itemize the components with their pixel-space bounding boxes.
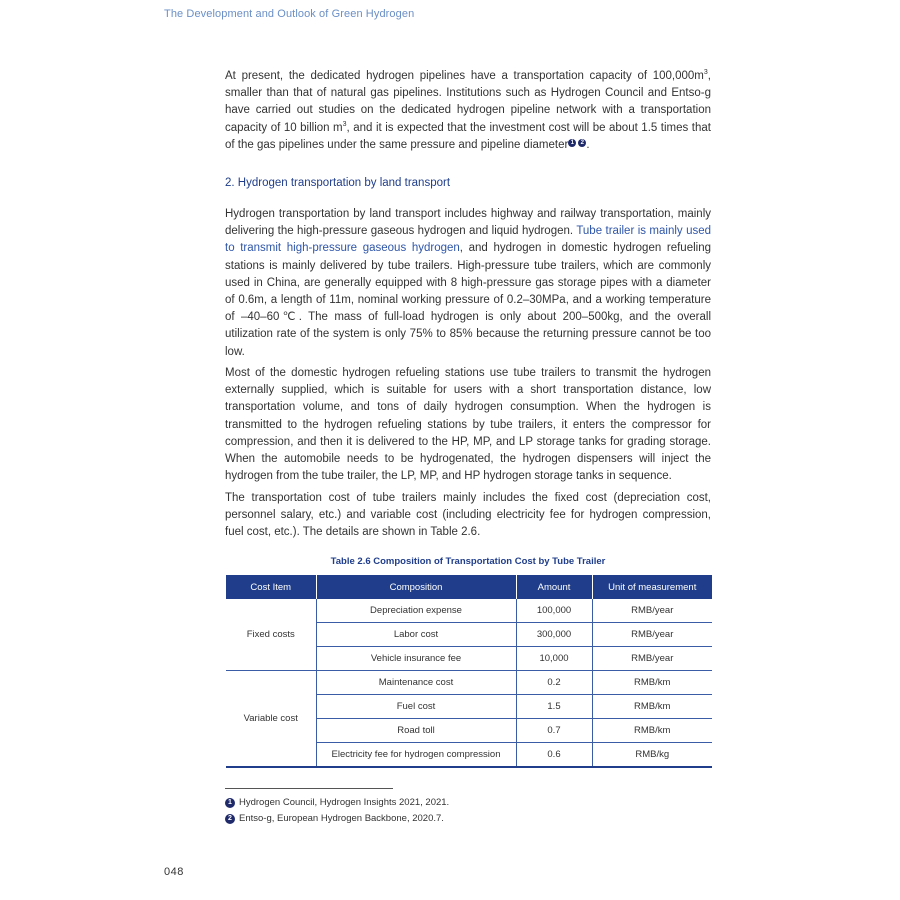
group-variable-cost: Variable cost — [226, 671, 316, 768]
cell-unit: RMB/year — [592, 599, 712, 623]
header-cost-item: Cost Item — [226, 575, 316, 599]
cell-composition: Road toll — [316, 719, 516, 743]
para1-part3: , and it is expected that the investment cost will be about 1.5 times that of the gas pipelines under the same pressure and pipeline diameter — [225, 121, 711, 151]
footnote-ref-1[interactable]: 1 — [568, 139, 576, 147]
footnote-text: Entso-g, European Hydrogen Backbone, 2020.7. — [239, 813, 444, 824]
cell-composition: Maintenance cost — [316, 671, 516, 695]
table-caption: Table 2.6 Composition of Transportation Cost by Tube Trailer — [330, 556, 606, 567]
cell-unit: RMB/km — [592, 695, 712, 719]
cell-amount: 100,000 — [516, 599, 592, 623]
cell-composition: Electricity fee for hydrogen compression — [316, 743, 516, 768]
para2-part2: , and hydrogen in domestic hydrogen refueling stations is mainly delivered by tube trailers. High-pressure tube trailers, which are commonly used in China, are generally equipped with 8 high-pressure gas storage pipes with a diameter of 0.6m, a length of 11m, nominal working pressure of 0.2–30MPa, and a working temperature of –40–60℃. The mass of full-load hydrogen is only about 200–500kg, and the overall utilization rate of the system is only 75% to 85% because the returning pressure cannot be too low. — [225, 242, 712, 358]
table-row — [226, 671, 712, 695]
cell-amount: 1.5 — [516, 695, 592, 719]
para1-part1: At present, the dedicated hydrogen pipelines have a transportation capacity of 100,000m — [225, 70, 704, 82]
paragraph-transport-cost: The transportation cost of tube trailers mainly includes the fixed cost (depreciation cost, personnel salary, etc.) and variable cost (including electricity fee for hydrogen compression, fuel cost, etc.). The details are shown in Table 2.6. — [225, 492, 711, 539]
cell-amount: 0.6 — [516, 743, 592, 768]
superscript-3: 3 — [342, 120, 347, 128]
footnote-divider — [225, 788, 393, 789]
para1-end: . — [586, 138, 590, 151]
paragraph-refueling-stations: Most of the domestic hydrogen refueling stations use tube trailers to transmit the hydrogen externally supplied, which is suitable for users with a short transportation distance, low transportation volume, and tons of daily hydrogen consumption. When the hydrogen is transmitted to the hydrogen refueling stations by tube trailers, it enters the compressor for compression, and then it is delivered to the HP, MP, and LP storage tanks for grading storage. When the automobile needs to be hydrogenated, the hydrogen dispensers will inject the hydrogen from the tube trailer, the LP, MP, and HP hydrogen storage tanks in sequence. — [225, 367, 711, 483]
cell-composition: Vehicle insurance fee — [316, 647, 516, 671]
cell-amount: 0.7 — [516, 719, 592, 743]
header-amount: Amount — [516, 575, 592, 599]
cell-unit: RMB/km — [592, 719, 712, 743]
footnote-text: Hydrogen Council, Hydrogen Insights 2021, 2021. — [239, 797, 450, 808]
table-row — [226, 599, 712, 623]
footnote-marker-2: 2 — [225, 814, 235, 824]
footnote-2 — [225, 813, 444, 824]
highlighted-text: Tube trailer is mainly used to transmit high-pressure gaseous hydrogen — [225, 225, 712, 255]
cell-amount: 300,000 — [516, 623, 592, 647]
para2-part1: Hydrogen transportation by land transport includes highway and railway transportation, mainly delivering the high-pressure gaseous hydrogen and liquid hydrogen. — [225, 208, 711, 238]
running-head: The Development and Outlook of Green Hydrogen — [164, 8, 415, 20]
section-heading: 2. Hydrogen transportation by land transport — [225, 177, 451, 189]
superscript-3: 3 — [703, 69, 708, 77]
header-composition: Composition — [316, 575, 516, 599]
cost-table — [226, 575, 712, 768]
footnote-marker-1: 1 — [225, 798, 235, 808]
cell-composition: Depreciation expense — [316, 599, 516, 623]
footnote-ref-2[interactable]: 2 — [578, 139, 586, 147]
cell-composition: Fuel cost — [316, 695, 516, 719]
header-unit: Unit of measurement — [592, 575, 712, 599]
footnote-markers — [568, 139, 586, 147]
para1-part2: , smaller than that of natural gas pipelines. Institutions such as Hydrogen Council and Entso-g have carried out studies on the dedicated hydrogen pipeline network with a transportation capacity of 10 billion m — [225, 70, 711, 134]
paragraph-land-transport — [225, 206, 711, 361]
paragraph-pipelines — [225, 68, 711, 154]
cell-composition: Labor cost — [316, 623, 516, 647]
page-number: 048 — [164, 866, 184, 878]
footnote-1 — [225, 797, 449, 808]
cell-unit: RMB/kg — [592, 743, 712, 768]
cell-amount: 10,000 — [516, 647, 592, 671]
cell-unit: RMB/year — [592, 647, 712, 671]
cell-unit: RMB/year — [592, 623, 712, 647]
group-fixed-costs: Fixed costs — [226, 599, 316, 671]
table-header-row — [226, 575, 712, 599]
cell-unit: RMB/km — [592, 671, 712, 695]
cell-amount: 0.2 — [516, 671, 592, 695]
